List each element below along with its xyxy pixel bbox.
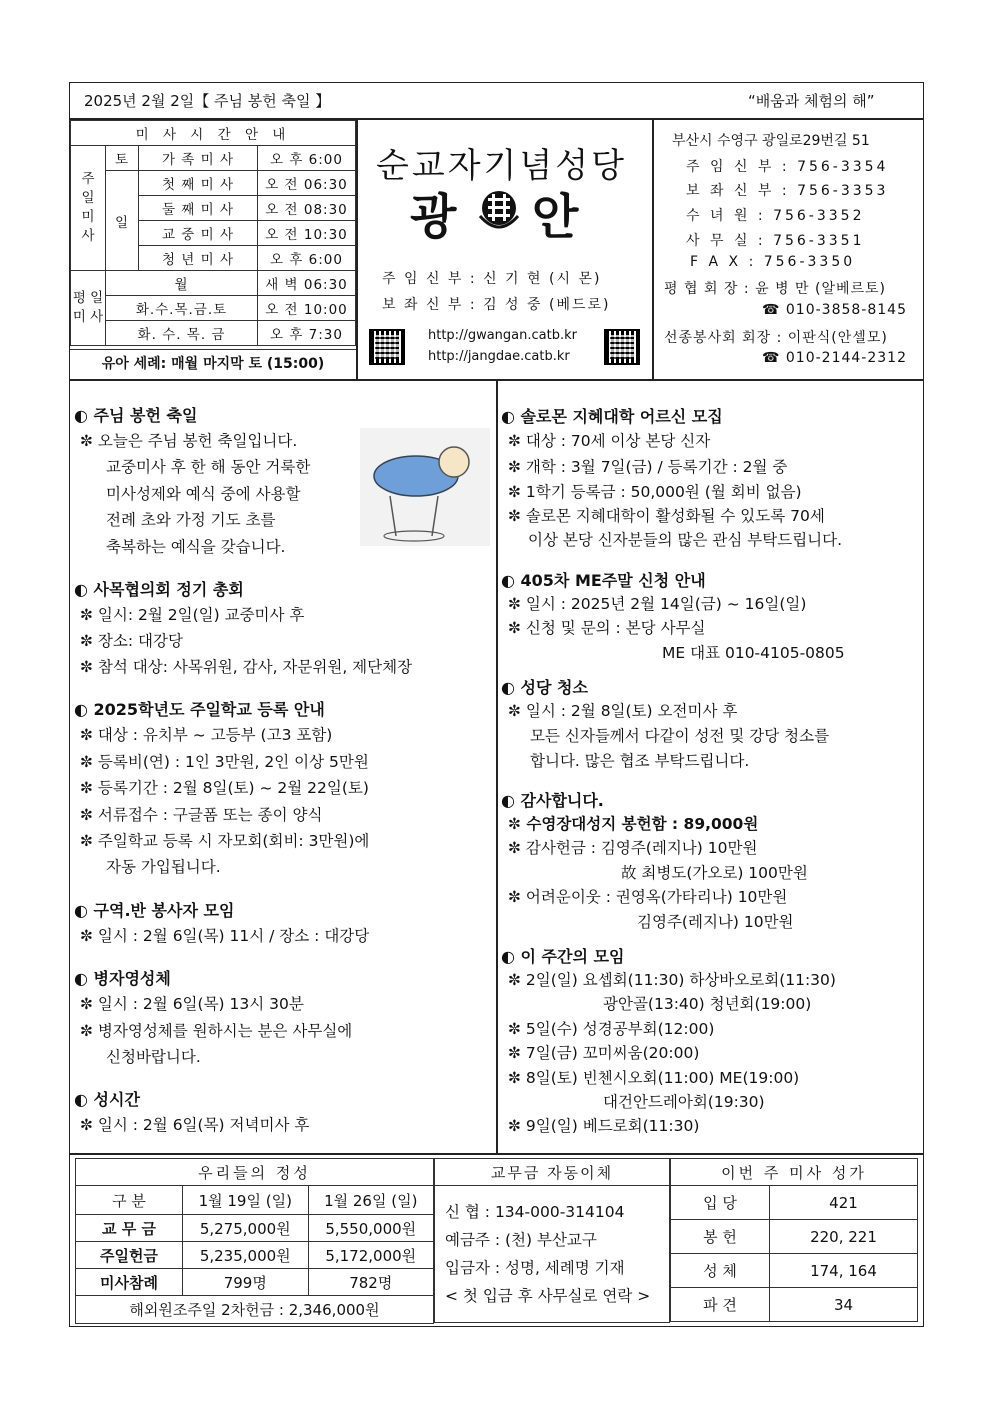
cell: 5,550,000원 — [308, 1215, 434, 1242]
row-label: 미사참례 — [76, 1269, 183, 1296]
section-line: ✼ 2일(일) 요셉회(11:30) 하상바오로회(11:30) — [508, 971, 836, 989]
assistant-priest-name: 보 좌 신 부 : 김 성 중 (베드로) — [382, 297, 611, 313]
day-sun: 일 — [106, 171, 139, 271]
transfer-line: 예금주 : (천) 부산교구 — [445, 1231, 597, 1249]
section-line: ✼ 대상 : 70세 이상 본당 신자 — [508, 432, 711, 450]
mass-name: 가 족 미 사 — [139, 146, 258, 171]
brand-right: 안 — [532, 189, 579, 245]
mass-name: 청 년 미 사 — [139, 246, 258, 271]
section-title: ◐ 병자영성체 — [74, 969, 171, 988]
section-line: ✼ 등록기간 : 2월 8일(토) ~ 2월 22일(토) — [80, 779, 369, 797]
section-line: 이상 본당 신자분들의 많은 관심 부탁드립니다. — [528, 531, 843, 549]
section-line: ✼ 일시 : 2월 8일(토) 오전미사 후 — [508, 702, 738, 720]
section-title: ◐ 성당 청소 — [501, 678, 588, 697]
col-header: 구 분 — [76, 1186, 183, 1215]
contact-line: 주 임 신 부 : 756-3354 — [686, 159, 889, 175]
section-line: 합니다. 많은 협조 부탁드립니다. — [530, 752, 750, 770]
contact-line: 사 무 실 : 756-3351 — [686, 233, 865, 249]
section-line: ✼ 서류접수 : 구글폼 또는 종이 양식 — [80, 806, 323, 824]
section-line: ✼ 5일(수) 성경공부회(12:00) — [508, 1020, 715, 1038]
section-title: ◐ 405차 ME주말 신청 안내 — [501, 571, 706, 590]
section-title: ◐ 구역.반 봉사자 모임 — [74, 901, 235, 920]
section-line: ✼ 7일(금) 꼬미씨움(20:00) — [508, 1044, 700, 1062]
hymn-number: 34 — [770, 1288, 918, 1322]
section-line: ✼ 개학 : 3월 7일(금) / 등록기간 : 2월 중 — [508, 458, 788, 476]
cell: 5,275,000원 — [183, 1215, 309, 1242]
section-title: ◐ 주님 봉헌 축일 — [74, 406, 198, 425]
website-link-1[interactable]: http://gwangan.catb.kr — [428, 328, 577, 343]
mass-name: 교 중 미 사 — [139, 221, 258, 246]
hymn-number: 174, 164 — [770, 1254, 918, 1288]
section-line: ✼ 솔로몬 지혜대학이 활성화될 수 있도록 70세 — [508, 507, 825, 525]
section-line: 전례 초와 가정 기도 초를 — [106, 511, 276, 529]
hymn-number: 421 — [770, 1186, 918, 1220]
cell: 782명 — [308, 1269, 434, 1296]
section-line: ✼ 장소: 대강당 — [80, 632, 183, 650]
contact-line: ☎ 010-2144-2312 — [762, 350, 907, 366]
mass-name: 화. 수. 목. 금 — [106, 321, 258, 346]
contact-line: 수 녀 원 : 756-3352 — [686, 208, 865, 224]
offering-table — [75, 1158, 434, 1324]
cell: 799명 — [183, 1269, 309, 1296]
contact-line: ☎ 010-3858-8145 — [762, 302, 907, 318]
church-address: 부산시 수영구 광일로29번길 51 — [672, 133, 870, 149]
section-line: ✼ 신청 및 문의 : 본당 사무실 — [508, 619, 706, 637]
section-line: ✼ 대상 : 유치부 ~ 고등부 (고3 포함) — [80, 726, 333, 744]
section-title: ◐ 솔로몬 지혜대학 어르신 모집 — [501, 407, 723, 426]
brand-left: 광 — [410, 189, 457, 245]
contact-line: F A X : 756-3350 — [690, 254, 856, 270]
contact-line: 선종봉사회 회장 : 이판식(안셀모) — [664, 330, 888, 346]
hymn-label: 입 당 — [671, 1186, 770, 1220]
hymn-label: 파 견 — [671, 1288, 770, 1322]
mass-time: 오 후 6:00 — [258, 246, 356, 271]
church-name: 순교자기념성당 — [376, 146, 627, 186]
mass-time: 오 후 7:30 — [258, 321, 356, 346]
section-line: ✼ 등록비(연) : 1인 3만원, 2인 이상 5만원 — [80, 753, 369, 771]
section-line: ✼ 주일학교 등록 시 자모회(회비: 3만원)에 — [80, 832, 370, 850]
day-sat: 토 — [106, 146, 139, 171]
transfer-line: < 첫 입금 후 사무실로 연락 > — [445, 1287, 651, 1305]
candle-blessing-illustration — [360, 428, 490, 546]
hymn-table — [670, 1158, 918, 1322]
mass-time: 오 전 10:30 — [258, 221, 356, 246]
mass-time: 새 벽 06:30 — [258, 271, 356, 296]
cell: 5,235,000원 — [183, 1242, 309, 1269]
weekday-mass-label: 평 일 미 사 — [71, 271, 106, 346]
mass-time: 오 전 08:30 — [258, 196, 356, 221]
hymn-title: 이번 주 미사 성가 — [671, 1159, 918, 1186]
transfer-box — [434, 1158, 670, 1323]
section-line: ✼ 참석 대상: 사목위원, 감사, 자문위원, 제단체장 — [80, 658, 413, 676]
row-label: 주일헌금 — [76, 1242, 183, 1269]
hymn-number: 220, 221 — [770, 1220, 918, 1254]
section-title: ◐ 감사합니다. — [501, 791, 604, 810]
section-line: ✼ 감사헌금 : 김영주(레지나) 10만원 — [508, 839, 758, 857]
transfer-line: 입금자 : 성명, 세례명 기재 — [445, 1259, 625, 1277]
section-line: 대건안드레아회(19:30) — [603, 1093, 765, 1111]
transfer-line: 신 협 : 134-000-314104 — [445, 1203, 625, 1221]
mass-name: 화.수.목.금.토 — [106, 296, 258, 321]
transfer-details — [435, 1186, 670, 1323]
mass-name: 둘 째 미 사 — [139, 196, 258, 221]
section-line: ✼ 8일(토) 빈첸시오회(11:00) ME(19:00) — [508, 1069, 800, 1087]
section-title: ◐ 사목협의회 정기 총회 — [74, 580, 244, 599]
col-header: 1월 26일 (일) — [308, 1186, 434, 1215]
section-line: ✼ 일시: 2월 2일(일) 교중미사 후 — [80, 606, 305, 624]
contact-line: 평 협 회 장 : 윤 병 만 (알베르토) — [664, 281, 887, 297]
hymn-label: 봉 헌 — [671, 1220, 770, 1254]
bulletin-date: 2025년 2월 2일【 주님 봉헌 축일 】 — [84, 92, 331, 110]
section-line: ✼ 오늘은 주님 봉헌 축일입니다. — [80, 432, 298, 450]
mass-schedule-table — [70, 120, 356, 346]
contact-line: 보 좌 신 부 : 756-3353 — [686, 183, 889, 199]
offering-title: 우리들의 정성 — [76, 1159, 434, 1186]
cell: 5,172,000원 — [308, 1242, 434, 1269]
section-line: ✼ 병자영성체를 원하시는 분은 사무실에 — [80, 1022, 353, 1040]
qr-code-icon — [369, 329, 405, 365]
website-link-2[interactable]: http://jangdae.catb.kr — [428, 349, 570, 364]
mass-time: 오 후 6:00 — [258, 146, 356, 171]
section-line: ✼ 일시 : 2월 6일(목) 13시 30분 — [80, 995, 304, 1013]
section-line: ✼ 1학기 등록금 : 50,000원 (월 회비 없음) — [508, 483, 802, 501]
offering-footer: 해외원조주일 2차헌금 : 2,346,000원 — [76, 1296, 434, 1324]
sunday-mass-label: 주 일 미 사 — [71, 146, 106, 271]
mass-time: 오 전 06:30 — [258, 171, 356, 196]
mass-name: 첫 째 미 사 — [139, 171, 258, 196]
section-line: 교중미사 후 한 해 동안 거룩한 — [106, 458, 311, 476]
section-line: 광안골(13:40) 청년회(19:00) — [603, 995, 812, 1013]
mass-name: 월 — [106, 271, 258, 296]
section-line: ✼ 일시 : 2025년 2월 14일(금) ~ 16일(일) — [508, 595, 807, 613]
section-title: ◐ 2025학년도 주일학교 등록 안내 — [74, 700, 325, 719]
section-title: ◐ 성시간 — [74, 1090, 140, 1109]
section-line: ME 대표 010-4105-0805 — [662, 644, 845, 662]
section-line: ✼ 수영장대성지 봉헌함 : 89,000원 — [508, 815, 759, 833]
infant-baptism-note: 유아 세례: 매월 마지막 토 (15:00) — [70, 349, 356, 378]
section-line: 모든 신자들께서 다같이 성전 및 강당 청소를 — [530, 727, 830, 745]
section-line: 김영주(레지나) 10만원 — [637, 913, 794, 931]
section-line: 자동 가입됩니다. — [106, 858, 221, 876]
section-line: ✼ 일시 : 2월 6일(목) 11시 / 장소 : 대강당 — [80, 927, 370, 945]
transfer-title: 교무금 자동이체 — [435, 1159, 670, 1186]
section-line: 故 최병도(가오로) 100만원 — [621, 864, 808, 882]
year-motto: “배움과 체험의 해” — [748, 92, 875, 110]
mass-time: 오 전 10:00 — [258, 296, 356, 321]
mass-title: 미 사 시 간 안 내 — [71, 121, 356, 146]
section-line: ✼ 일시 : 2월 6일(목) 저녁미사 후 — [80, 1116, 310, 1134]
church-seal-icon — [474, 186, 524, 236]
pastor-name: 주 임 신 부 : 신 기 현 (시 몬) — [382, 271, 602, 287]
section-line: 축복하는 예식을 갖습니다. — [106, 538, 286, 556]
section-line: 신청바랍니다. — [106, 1048, 201, 1066]
row-label: 교 무 금 — [76, 1215, 183, 1242]
qr-code-icon — [604, 329, 640, 365]
section-line: ✼ 어려운이웃 : 권영옥(가타리나) 10만원 — [508, 888, 788, 906]
section-line: ✼ 9일(일) 베드로회(11:30) — [508, 1117, 700, 1135]
section-line: 미사성제와 예식 중에 사용할 — [106, 485, 301, 503]
hymn-label: 성 체 — [671, 1254, 770, 1288]
col-header: 1월 19일 (일) — [183, 1186, 309, 1215]
section-title: ◐ 이 주간의 모임 — [501, 947, 625, 966]
